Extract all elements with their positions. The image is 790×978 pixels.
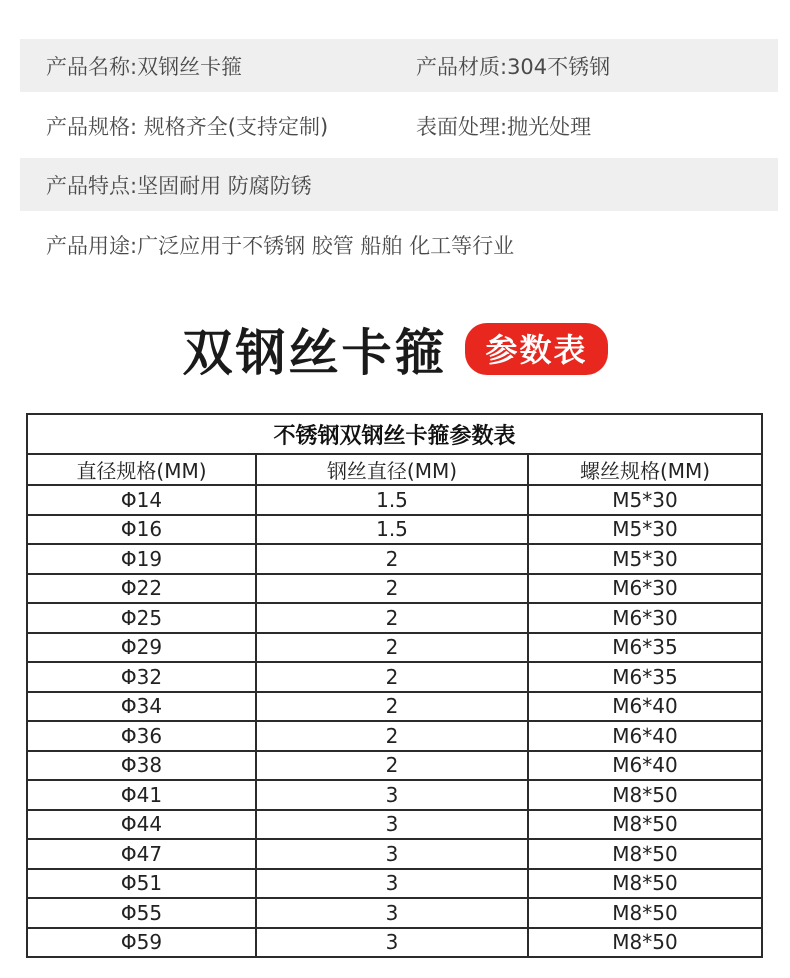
cell-wire-diameter: 2 — [256, 751, 528, 781]
cell-wire-diameter: 1.5 — [256, 485, 528, 515]
surface-treatment-text: 表面处理:抛光处理 — [416, 114, 592, 139]
heading-title: 双钢丝卡箍 — [182, 324, 448, 382]
cell-screw-spec: M8*50 — [528, 928, 762, 958]
cell-screw-spec: M5*30 — [528, 544, 762, 574]
cell-diameter: Φ47 — [27, 839, 256, 869]
cell-diameter: Φ41 — [27, 780, 256, 810]
cell-wire-diameter: 2 — [256, 692, 528, 722]
product-spec-text: 产品规格: 规格齐全(支持定制) — [46, 114, 329, 139]
table-row — [27, 810, 762, 840]
cell-wire-diameter: 3 — [256, 780, 528, 810]
cell-wire-diameter: 2 — [256, 633, 528, 663]
cell-diameter: Φ44 — [27, 810, 256, 840]
cell-diameter: Φ32 — [27, 662, 256, 692]
cell-diameter: Φ14 — [27, 485, 256, 515]
cell-screw-spec: M6*30 — [528, 603, 762, 633]
cell-wire-diameter: 1.5 — [256, 515, 528, 545]
table-row — [27, 869, 762, 899]
cell-diameter: Φ38 — [27, 751, 256, 781]
product-name-text: 产品名称:双钢丝卡箍 — [46, 54, 243, 79]
table-row — [27, 662, 762, 692]
cell-diameter: Φ55 — [27, 898, 256, 928]
cell-screw-spec: M6*40 — [528, 751, 762, 781]
table-row — [27, 839, 762, 869]
cell-screw-spec: M8*50 — [528, 810, 762, 840]
column-header-screw-spec: 螺丝规格(MM) — [528, 454, 762, 485]
cell-wire-diameter: 3 — [256, 928, 528, 958]
table-row — [27, 692, 762, 722]
cell-diameter: Φ22 — [27, 574, 256, 604]
cell-screw-spec: M6*40 — [528, 692, 762, 722]
cell-wire-diameter: 3 — [256, 869, 528, 899]
table-row — [27, 544, 762, 574]
cell-screw-spec: M8*50 — [528, 780, 762, 810]
cell-wire-diameter: 2 — [256, 574, 528, 604]
cell-screw-spec: M5*30 — [528, 485, 762, 515]
cell-screw-spec: M6*40 — [528, 721, 762, 751]
product-usage-text: 产品用途:广泛应用于不锈钢 胶管 船舶 化工等行业 — [46, 233, 515, 258]
cell-screw-spec: M5*30 — [528, 515, 762, 545]
table-title: 不锈钢双钢丝卡箍参数表 — [27, 414, 762, 454]
table-header-row — [27, 454, 762, 485]
cell-screw-spec: M6*30 — [528, 574, 762, 604]
column-header-diameter: 直径规格(MM) — [27, 454, 256, 485]
table-row — [27, 780, 762, 810]
product-material-text: 产品材质:304不锈钢 — [416, 54, 611, 79]
heading-badge: 参数表 — [465, 323, 607, 375]
table-title-row — [27, 414, 762, 454]
cell-screw-spec: M6*35 — [528, 633, 762, 663]
cell-wire-diameter: 3 — [256, 839, 528, 869]
cell-wire-diameter: 2 — [256, 544, 528, 574]
info-row-name-material — [20, 39, 778, 92]
table-row — [27, 574, 762, 604]
cell-diameter: Φ59 — [27, 928, 256, 958]
table-row — [27, 515, 762, 545]
cell-diameter: Φ16 — [27, 515, 256, 545]
table-row — [27, 603, 762, 633]
info-row-features — [20, 158, 778, 211]
cell-diameter: Φ51 — [27, 869, 256, 899]
info-row-usage — [20, 218, 778, 271]
cell-diameter: Φ36 — [27, 721, 256, 751]
cell-wire-diameter: 2 — [256, 662, 528, 692]
info-row-spec-surface — [20, 99, 778, 152]
cell-screw-spec: M6*35 — [528, 662, 762, 692]
column-header-wire-diameter: 钢丝直径(MM) — [256, 454, 528, 485]
table-row — [27, 485, 762, 515]
product-features-text: 产品特点:坚固耐用 防腐防锈 — [46, 173, 312, 198]
cell-diameter: Φ34 — [27, 692, 256, 722]
table-row — [27, 751, 762, 781]
parameter-table — [26, 413, 763, 958]
cell-diameter: Φ25 — [27, 603, 256, 633]
cell-screw-spec: M8*50 — [528, 839, 762, 869]
table-row — [27, 928, 762, 958]
cell-wire-diameter: 3 — [256, 810, 528, 840]
cell-diameter: Φ29 — [27, 633, 256, 663]
cell-wire-diameter: 3 — [256, 898, 528, 928]
table-row — [27, 898, 762, 928]
cell-screw-spec: M8*50 — [528, 898, 762, 928]
cell-wire-diameter: 2 — [256, 603, 528, 633]
cell-screw-spec: M8*50 — [528, 869, 762, 899]
cell-wire-diameter: 2 — [256, 721, 528, 751]
section-heading — [0, 316, 790, 382]
cell-diameter: Φ19 — [27, 544, 256, 574]
table-row — [27, 633, 762, 663]
table-row — [27, 721, 762, 751]
